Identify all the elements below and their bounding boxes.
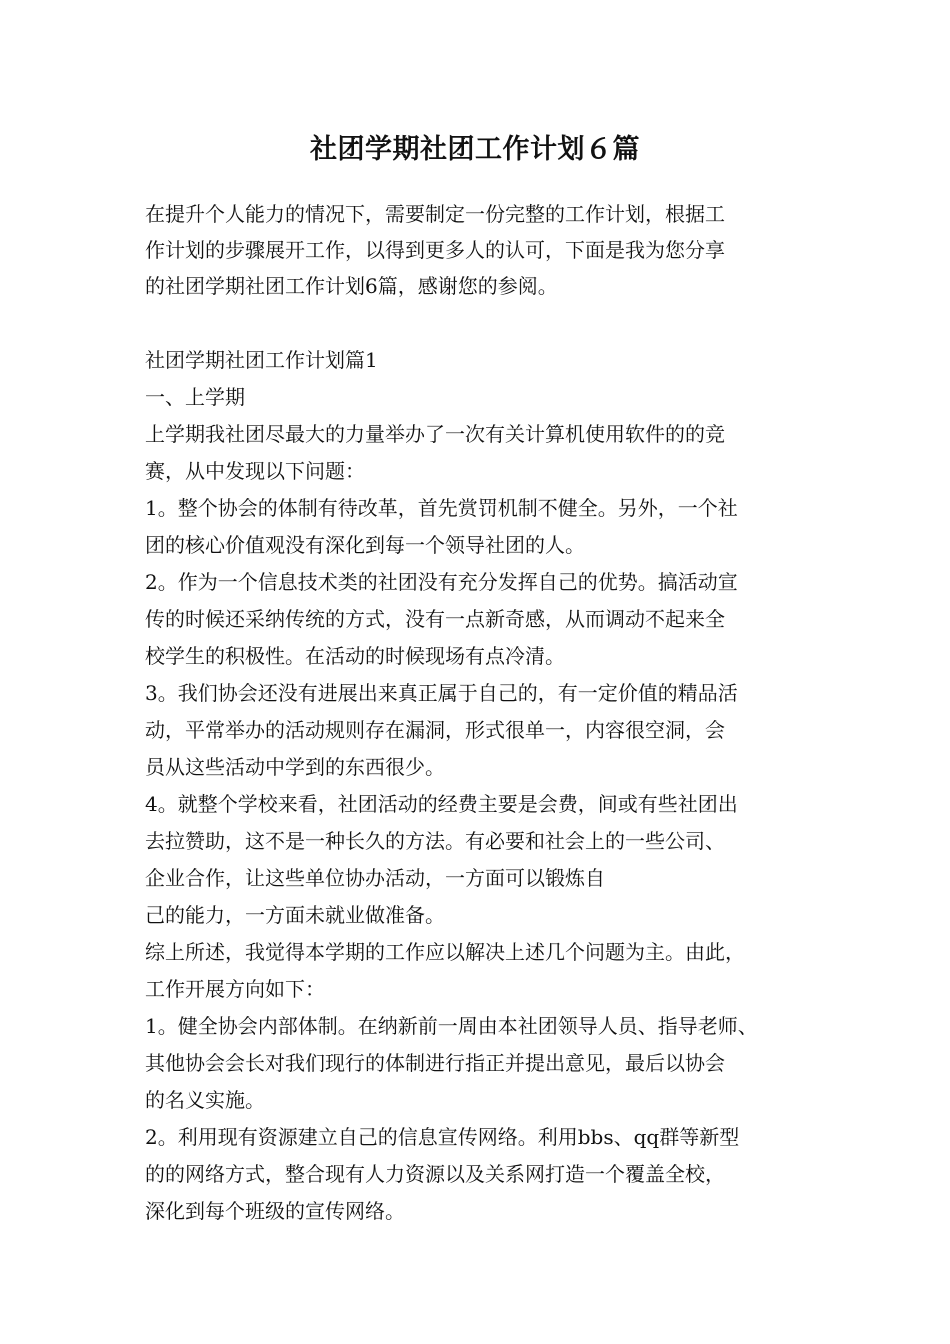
body-line: 校学生的积极性。在活动的时候现场有点冷清。 [145,644,565,668]
intro-paragraph [145,196,815,304]
intro-line: 作计划的步骤展开工作，以得到更多人的认可，下面是我为您分享 [145,238,725,262]
body-line: 1。整个协会的体制有待改革，首先赏罚机制不健全。另外，一个社 [145,496,738,520]
body-line: 其他协会会长对我们现行的体制进行指正并提出意见，最后以协会 [145,1051,725,1075]
section-heading: 社团学期社团工作计划篇1 [145,348,378,372]
body-line: 1。健全协会内部体制。在纳新前一周由本社团领导人员、指导老师、 [145,1014,758,1038]
body-line: 动，平常举办的活动规则存在漏洞，形式很单一，内容很空洞，会 [145,718,725,742]
body-line: 4。就整个学校来看，社团活动的经费主要是会费，间或有些社团出 [145,792,738,816]
document-title: 社团学期社团工作计划６篇 [310,134,640,165]
intro-line: 的社团学期社团工作计划6篇，感谢您的参阅。 [145,274,558,298]
body-line: 赛，从中发现以下问题： [145,459,365,483]
body-line: 的名义实施。 [145,1088,265,1112]
body-line: 综上所述，我觉得本学期的工作应以解决上述几个问题为主。由此， [145,940,745,964]
body-line: 去拉赞助，这不是一种长久的方法。有必要和社会上的一些公司、 [145,829,725,853]
intro-line: 在提升个人能力的情况下，需要制定一份完整的工作计划，根据工 [145,202,725,226]
body-line: 的的网络方式，整合现有人力资源以及关系网打造一个覆盖全校， [145,1162,725,1186]
body-line: 己的能力，一方面未就业做准备。 [145,903,445,927]
body-line: 2。作为一个信息技术类的社团没有充分发挥自己的优势。搞活动宣 [145,570,738,594]
body-line: 上学期我社团尽最大的力量举办了一次有关计算机使用软件的的竞 [145,422,725,446]
body-line: 深化到每个班级的宣传网络。 [145,1199,405,1223]
subsection-heading: 一、上学期 [145,385,245,409]
body-line: 2。利用现有资源建立自己的信息宣传网络。利用bbs、qq群等新型 [145,1125,740,1149]
body-line: 3。我们协会还没有进展出来真正属于自己的，有一定价值的精品活 [145,681,738,705]
body-line: 员从这些活动中学到的东西很少。 [145,755,445,779]
body-line: 工作开展方向如下： [145,977,325,1001]
document-body [145,342,825,1230]
body-line: 团的核心价值观没有深化到每一个领导社团的人。 [145,533,585,557]
body-line: 传的时候还采纳传统的方式，没有一点新奇感，从而调动不起来全 [145,607,725,631]
body-line: 企业合作，让这些单位协办活动，一方面可以锻炼自 [145,866,605,890]
